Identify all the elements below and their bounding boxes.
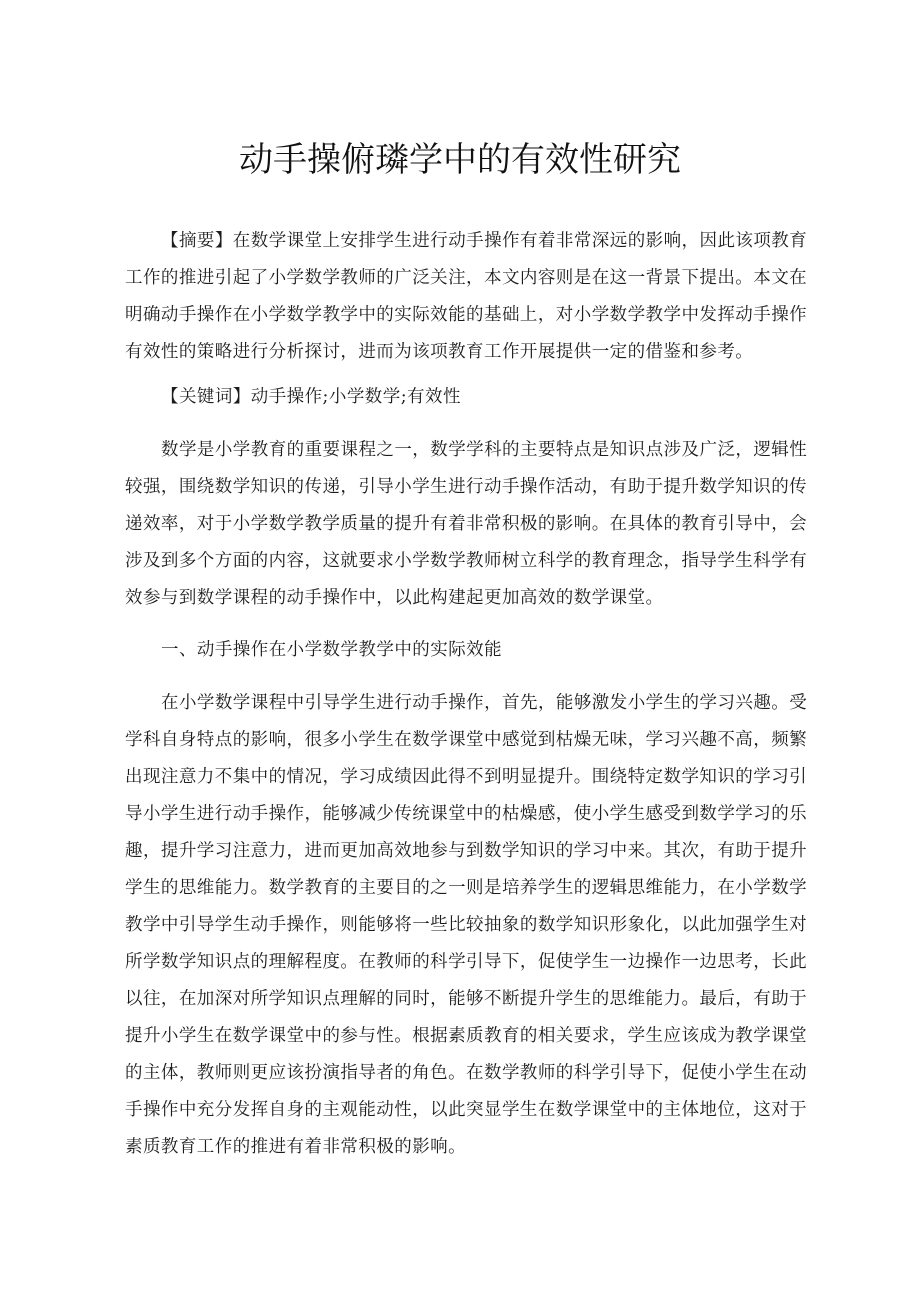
intro-line: 递效率，对于小学数学教学质量的提升有着非常积极的影响。在具体的教育引导中，会	[125, 514, 808, 534]
body-line: 趣，提升学习注意力，进而更加高效地参与到数学知识的学习中来。其次，有助于提升	[125, 841, 808, 861]
intro-paragraph	[125, 432, 808, 617]
section-heading: 一、动手操作在小学数学教学中的实际效能	[161, 640, 503, 660]
abstract-paragraph	[125, 223, 808, 371]
body-line: 提升小学生在数学课堂中的参与性。根据素质教育的相关要求，学生应该成为教学课堂	[125, 1026, 808, 1046]
body-line: 素质教育工作的推进有着非常积极的影响。	[125, 1137, 467, 1157]
body-line: 以往，在加深对所学知识点理解的同时，能够不断提升学生的思维能力。最后，有助于	[125, 989, 808, 1009]
keywords-line: 【关键词】动手操作;小学数学;有效性	[161, 387, 461, 407]
abstract-line: 明确动手操作在小学数学教学中的实际效能的基础上，对小学数学教学中发挥动手操作	[125, 305, 808, 325]
intro-line: 数学是小学教育的重要课程之一，数学学科的主要特点是知识点涉及广泛，逻辑性	[161, 440, 808, 460]
intro-line: 效参与到数学课程的动手操作中，以此构建起更加高效的数学课堂。	[125, 588, 664, 608]
body-line: 手操作中充分发挥自身的主观能动性，以此突显学生在数学课堂中的主体地位，这对于	[125, 1100, 808, 1120]
body-line: 的主体，教师则更应该扮演指导者的角色。在数学教师的科学引导下，促使小学生在动	[125, 1063, 808, 1083]
body-line: 导小学生进行动手操作，能够减少传统课堂中的枯燥感，使小学生感受到数学学习的乐	[125, 804, 808, 824]
body-line: 在小学数学课程中引导学生进行动手操作，首先，能够激发小学生的学习兴趣。受	[161, 693, 808, 713]
body-line: 出现注意力不集中的情况，学习成绩因此得不到明显提升。围绕特定数学知识的学习引	[125, 767, 808, 787]
intro-line: 涉及到多个方面的内容，这就要求小学数学教师树立科学的教育理念，指导学生科学有	[125, 551, 808, 571]
document-title: 动手操俯璘学中的有效性研究	[239, 140, 681, 180]
intro-line: 较强，围绕数学知识的传递，引导小学生进行动手操作活动，有助于提升数学知识的传	[125, 477, 808, 497]
abstract-line: 有效性的策略进行分析探讨，进而为该项教育工作开展提供一定的借鉴和参考。	[125, 342, 754, 362]
section-1-heading	[125, 632, 785, 669]
abstract-line: 【摘要】在数学课堂上安排学生进行动手操作有着非常深远的影响，因此该项教育	[161, 231, 808, 251]
body-line: 学生的思维能力。数学教育的主要目的之一则是培养学生的逻辑思维能力，在小学数学	[125, 878, 808, 898]
body-line: 教学中引导学生动手操作，则能够将一些比较抽象的数学知识形象化，以此加强学生对	[125, 915, 808, 935]
keywords-paragraph	[125, 379, 785, 416]
section-1-paragraph	[125, 685, 808, 1166]
body-line: 所学数学知识点的理解程度。在教师的科学引导下，促使学生一边操作一边思考，长此	[125, 952, 808, 972]
abstract-line: 工作的推进引起了小学数学教师的广泛关注，本文内容则是在这一背景下提出。本文在	[125, 268, 808, 288]
body-line: 学科自身特点的影响，很多小学生在数学课堂中感觉到枯燥无味，学习兴趣不高，频繁	[125, 730, 808, 750]
